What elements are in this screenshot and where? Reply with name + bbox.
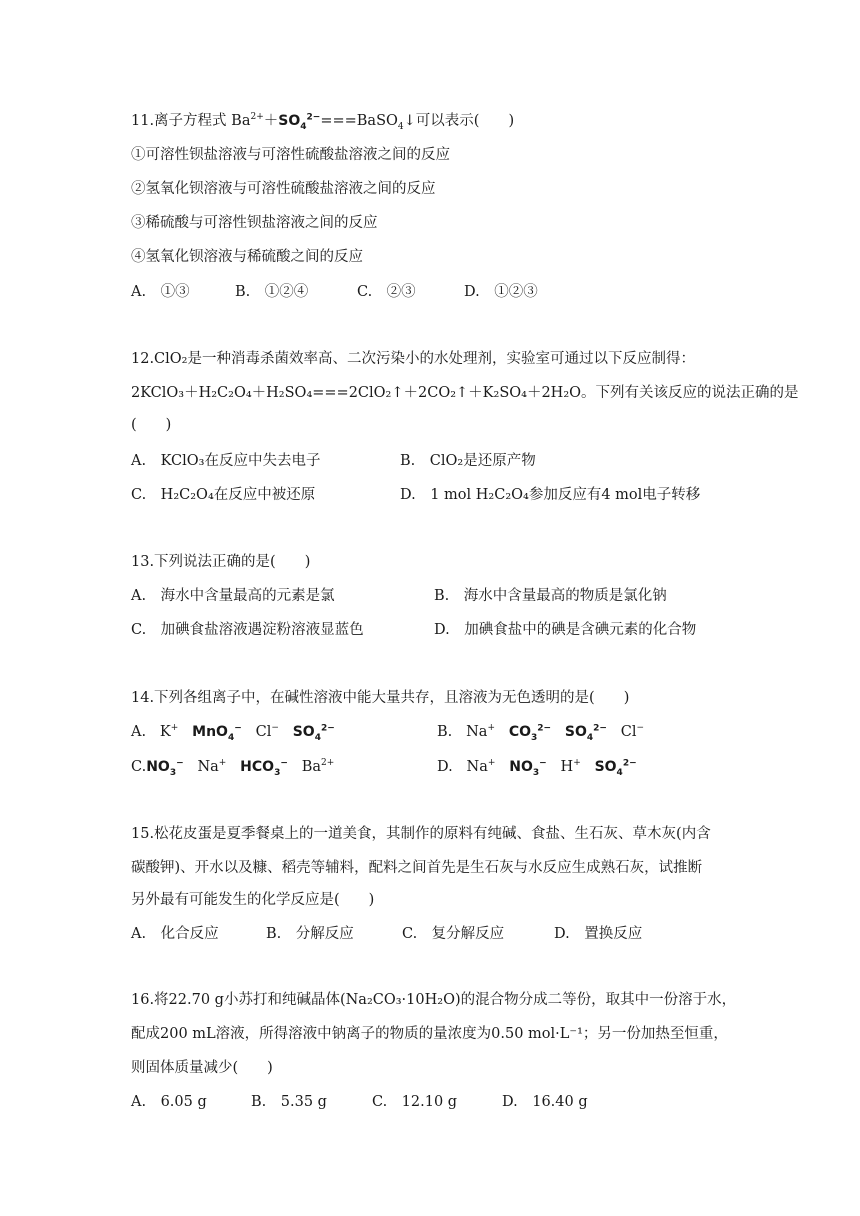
q15-option-c: C. 复分解反应 (402, 926, 505, 942)
q15-option-b: B. 分解反应 (266, 926, 354, 942)
q12-stem-line1: 12.ClO₂是一种消毒杀菌效率高、二次污染小的水处理剂，实验室可通过以下反应制得： (131, 351, 695, 367)
q12-stem-line3: ( ) (131, 417, 172, 433)
q11-option-a: A. ①③ (131, 284, 190, 300)
q11-item-4: ④氢氧化钡溶液与稀硫酸之间的反应 (131, 249, 363, 265)
q14-option-b: B. Na+ $CO_3^{2-}$ $SO_4^{2-}$ Cl− (437, 723, 645, 743)
q16-stem-line3: 则固体质量减少( ) (131, 1060, 273, 1076)
q11-option-d: D. ①②③ (464, 284, 538, 300)
q11-stem: 11.离子方程式 $Ba^{2+}+SO_4^{2-}===BaSO_4↓$可以表示( ) (131, 112, 515, 132)
q14-option-c: $C.NO_3^-$ Na+ $HCO_3^-$ $Ba^{2+}$ (131, 758, 335, 778)
q11-item-1: ①可溶性钡盐溶液与可溶性硫酸盐溶液之间的反应 (131, 147, 450, 163)
q16-stem-line1: 16.将22.70 g小苏打和纯碱晶体(Na₂CO₃·10H₂O)的混合物分成二等份，取其中一份溶于水， (131, 992, 737, 1008)
q15-stem-line1: 15.松花皮蛋是夏季餐桌上的一道美食，其制作的原料有纯碱、食盐、生石灰、草木灰(内含 (131, 826, 711, 842)
q12-option-c: C. H₂C₂O₄在反应中被还原 (131, 487, 316, 503)
q11-option-c: C. ②③ (357, 284, 416, 300)
q16-option-a: A. 6.05 g (131, 1094, 207, 1110)
q13-option-b: B. 海水中含量最高的物质是氯化钠 (434, 588, 667, 604)
q16-option-d: D. 16.40 g (502, 1094, 588, 1110)
q15-stem-line2: 碳酸钾)、开水以及糠、稻壳等辅料，配料之间首先是生石灰与水反应生成熟石灰，试推断 (131, 860, 703, 876)
q16-option-b: B. 5.35 g (251, 1094, 327, 1110)
q12-option-a: A. KClO₃在反应中失去电子 (131, 453, 321, 469)
q14-option-a: A. K+ MnO$_4$− Cl− $SO_4^{2-}$ (131, 723, 335, 743)
q16-option-c: C. 12.10 g (372, 1094, 458, 1110)
q12-option-b: B. ClO₂是还原产物 (400, 453, 536, 469)
q13-option-d: D. 加碘食盐中的碘是含碘元素的化合物 (434, 622, 697, 638)
sulfate-ion-formula: $SO_4^{2-}$ (278, 112, 321, 132)
q13-stem: 13.下列说法正确的是( ) (131, 554, 311, 570)
q13-option-a: A. 海水中含量最高的元素是氯 (131, 588, 335, 604)
q11-item-2: ②氢氧化钡溶液与可溶性硫酸盐溶液之间的反应 (131, 181, 436, 197)
q12-stem-line2: 2KClO₃＋H₂C₂O₄＋H₂SO₄===2ClO₂↑＋2CO₂↑＋K₂SO₄＋2H₂O。下列有关该反应的说法正确的是 (131, 385, 799, 401)
q11-option-b: B. ①②④ (235, 284, 309, 300)
q11-item-3: ③稀硫酸与可溶性钡盐溶液之间的反应 (131, 215, 378, 231)
q15-stem-line3: 另外最有可能发生的化学反应是( ) (131, 892, 375, 908)
q15-option-d: D. 置换反应 (554, 926, 643, 942)
q14-stem: 14.下列各组离子中，在碱性溶液中能大量共存，且溶液为无色透明的是( ) (131, 690, 630, 706)
q13-option-c: C. 加碘食盐溶液遇淀粉溶液显蓝色 (131, 622, 364, 638)
q12-option-d: D. 1 mol H₂C₂O₄参加反应有4 mol电子转移 (400, 487, 701, 503)
q16-stem-line2: 配成200 mL溶液，所得溶液中钠离子的物质的量浓度为0.50 mol·L⁻¹；另一份加热至恒重， (131, 1026, 728, 1042)
q15-option-a: A. 化合反应 (131, 926, 219, 942)
q14-option-d: D. Na+ $NO_3^-$ H+ $SO_4^{2-}$ (437, 758, 637, 778)
